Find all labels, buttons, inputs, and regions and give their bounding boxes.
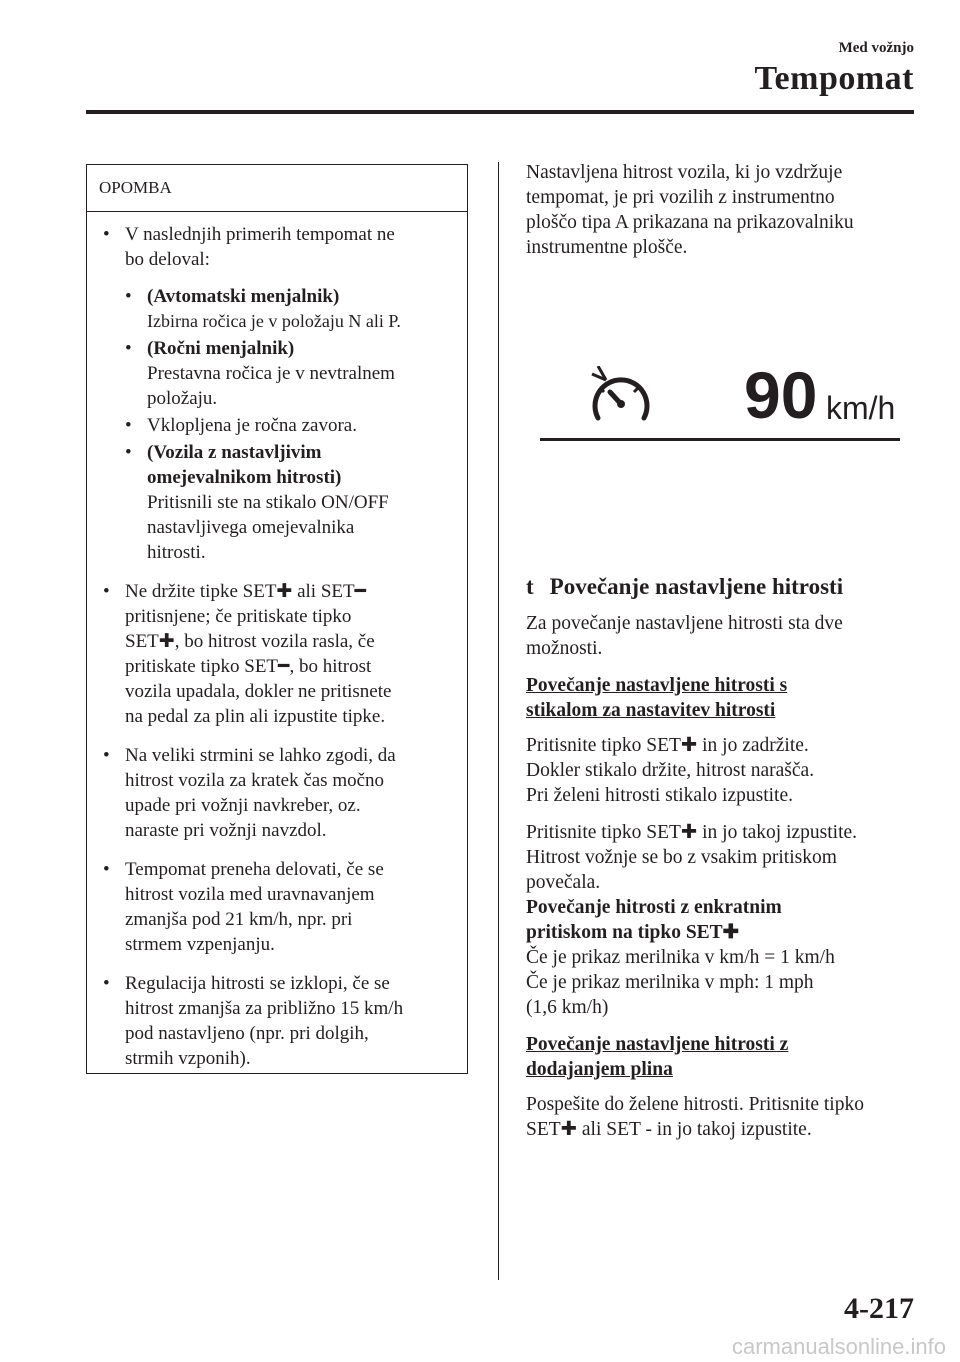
note-line: strmih vzponih). <box>125 1048 251 1069</box>
note-line: hitrost zmanjša za približno 15 km/h <box>125 998 404 1019</box>
note-line: Regulacija hitrosti se izklopi, če se <box>125 973 390 994</box>
paragraph-tap <box>526 820 921 895</box>
note-line: naraste pri vožnji navzdol. <box>125 820 327 841</box>
text-line: Nastavljena hitrost vozila, ki jo vzdržuje <box>526 162 843 183</box>
text-line: Dokler stikalo držite, hitrost narašča. <box>526 760 815 781</box>
right-column <box>526 160 921 1154</box>
text-line: Povečanje nastavljene hitrosti s <box>526 675 788 696</box>
note-line: na pedal za plin ali izpustite tipke. <box>125 706 386 727</box>
intro-paragraph <box>526 160 921 260</box>
note-line: Ne držite tipke SET✚ ali SET━ <box>125 581 367 602</box>
bold-heading-single-press <box>526 895 921 945</box>
paragraph-increment <box>526 945 921 1020</box>
note-line: pod nastavljeno (npr. pri dolgih, <box>125 1023 369 1044</box>
note-line: Izbirna ročica je v položaju N ali P. <box>147 311 401 331</box>
note-line: strmem vzpenjanju. <box>125 934 275 955</box>
speed-unit: km/h <box>826 390 896 426</box>
paragraph-hold <box>526 733 921 808</box>
text-line: SET✚ ali SET - in jo takoj izpustite. <box>526 1119 812 1140</box>
bullet-dot-icon: • <box>125 442 132 463</box>
text-line: Pri želeni hitrosti stikalo izpustite. <box>526 785 794 806</box>
note-line: Na veliki strmini se lahko zgodi, da <box>125 745 396 766</box>
note-subitem-automatic <box>125 284 457 334</box>
page-title: Tempomat <box>754 60 914 97</box>
note-line: Prestavna ročica je v nevtralnem <box>147 363 395 384</box>
text-line: instrumentne plošče. <box>526 237 688 258</box>
note-line: vozila upadala, dokler ne pritisnete <box>125 681 392 702</box>
note-bullet-2 <box>103 579 457 729</box>
text-line: Povečanje hitrosti z enkratnim <box>526 897 782 918</box>
note-subhead: omejevalnikom hitrosti) <box>147 467 342 488</box>
note-subitem-manual <box>125 336 457 411</box>
text-line: Hitrost vožnje se bo z vsakim pritiskom <box>526 847 837 868</box>
watermark-text: carmanualsonline.info <box>731 1334 946 1359</box>
subsection-heading <box>526 574 921 599</box>
section-label: Med vožnjo <box>838 40 914 56</box>
note-line: Pritisnili ste na stikalo ON/OFF <box>147 492 389 513</box>
bullet-dot-icon: • <box>103 973 110 994</box>
note-bullet-5 <box>103 971 457 1071</box>
note-line: hitrost vozila za kratek čas močno <box>125 770 385 791</box>
bullet-dot-icon: • <box>103 224 110 245</box>
paragraph-options <box>526 611 921 661</box>
note-line: položaju. <box>147 388 218 409</box>
text-line: Pospešite do želene hitrosti. Pritisnite tipko <box>526 1094 864 1115</box>
note-subitem-handbrake <box>125 413 457 438</box>
text-line: Pritisnite tipko SET✚ in jo zadržite. <box>526 735 809 756</box>
bullet-dot-icon: • <box>125 338 132 359</box>
text-line: Pritisnite tipko SET✚ in jo takoj izpustite. <box>526 822 858 843</box>
note-line: hitrost vozila med uravnavanjem <box>125 884 375 905</box>
header-rule <box>86 110 914 114</box>
note-bullet-1 <box>103 222 457 565</box>
note-bullet-4 <box>103 857 457 957</box>
note-line: pritiskate tipko SET━, bo hitrost <box>125 656 372 677</box>
page-number: 4-217 <box>844 1292 914 1325</box>
note-line: Tempomat preneha delovati, če se <box>125 859 384 880</box>
text-line: pritiskom na tipko SET✚ <box>526 922 740 943</box>
text-line: dodajanjem plina <box>526 1059 673 1080</box>
note-box <box>86 164 468 1074</box>
subsection-title: Povečanje nastavljene hitrosti <box>549 574 844 599</box>
column-divider <box>498 162 499 1280</box>
note-subhead: (Avtomatski menjalnik) <box>147 286 340 307</box>
text-line: ploščo tipa A prikazana na prikazovalniku <box>526 212 854 233</box>
bullet-dot-icon: • <box>103 581 110 602</box>
bullet-dot-icon: • <box>125 415 132 436</box>
note-line: upade pri vožnji navkreber, oz. <box>125 795 361 816</box>
note-line: hitrosti. <box>147 542 206 563</box>
text-line: (1,6 km/h) <box>526 997 609 1018</box>
note-title: OPOMBA <box>87 165 467 212</box>
note-bullet-3 <box>103 743 457 843</box>
speed-value: 90 <box>744 358 818 432</box>
text-line: Če je prikaz merilnika v mph: 1 mph <box>526 972 814 993</box>
note-line: zmanjša pod 21 km/h, npr. pri <box>125 909 353 930</box>
note-line: Vklopljena je ročna zavora. <box>147 415 357 436</box>
bullet-dot-icon: • <box>125 286 132 307</box>
note-subitem-limiter <box>125 440 457 565</box>
note-line: bo deloval: <box>125 249 210 270</box>
note-subhead: (Vozila z nastavljivim <box>147 442 322 463</box>
text-line: tempomat, je pri vozilih z instrumentno <box>526 187 835 208</box>
text-line: možnosti. <box>526 638 603 659</box>
bullet-dot-icon: • <box>103 859 110 880</box>
note-line: SET✚, bo hitrost vozila rasla, če <box>125 631 375 652</box>
note-body <box>87 212 467 1071</box>
note-line: pritisnjene; če pritiskate tipko <box>125 606 352 627</box>
heading-accelerator-method <box>526 1032 921 1082</box>
text-line: povečala. <box>526 872 601 893</box>
note-line: nastavljivega omejevalnika <box>147 517 355 538</box>
text-line: stikalom za nastavitev hitrosti <box>526 700 776 721</box>
display-spacer <box>526 272 921 574</box>
note-line: V naslednjih primerih tempomat ne <box>125 224 395 245</box>
bullet-dot-icon: • <box>103 745 110 766</box>
paragraph-accelerate <box>526 1092 921 1142</box>
text-line: Povečanje nastavljene hitrosti z <box>526 1034 789 1055</box>
note-subhead: (Ročni menjalnik) <box>147 338 295 359</box>
text-line: Za povečanje nastavljene hitrosti sta dve <box>526 613 843 634</box>
text-line: Če je prikaz merilnika v km/h = 1 km/h <box>526 947 835 968</box>
heading-switch-method <box>526 673 921 723</box>
subsection-marker-icon: t <box>526 574 534 599</box>
